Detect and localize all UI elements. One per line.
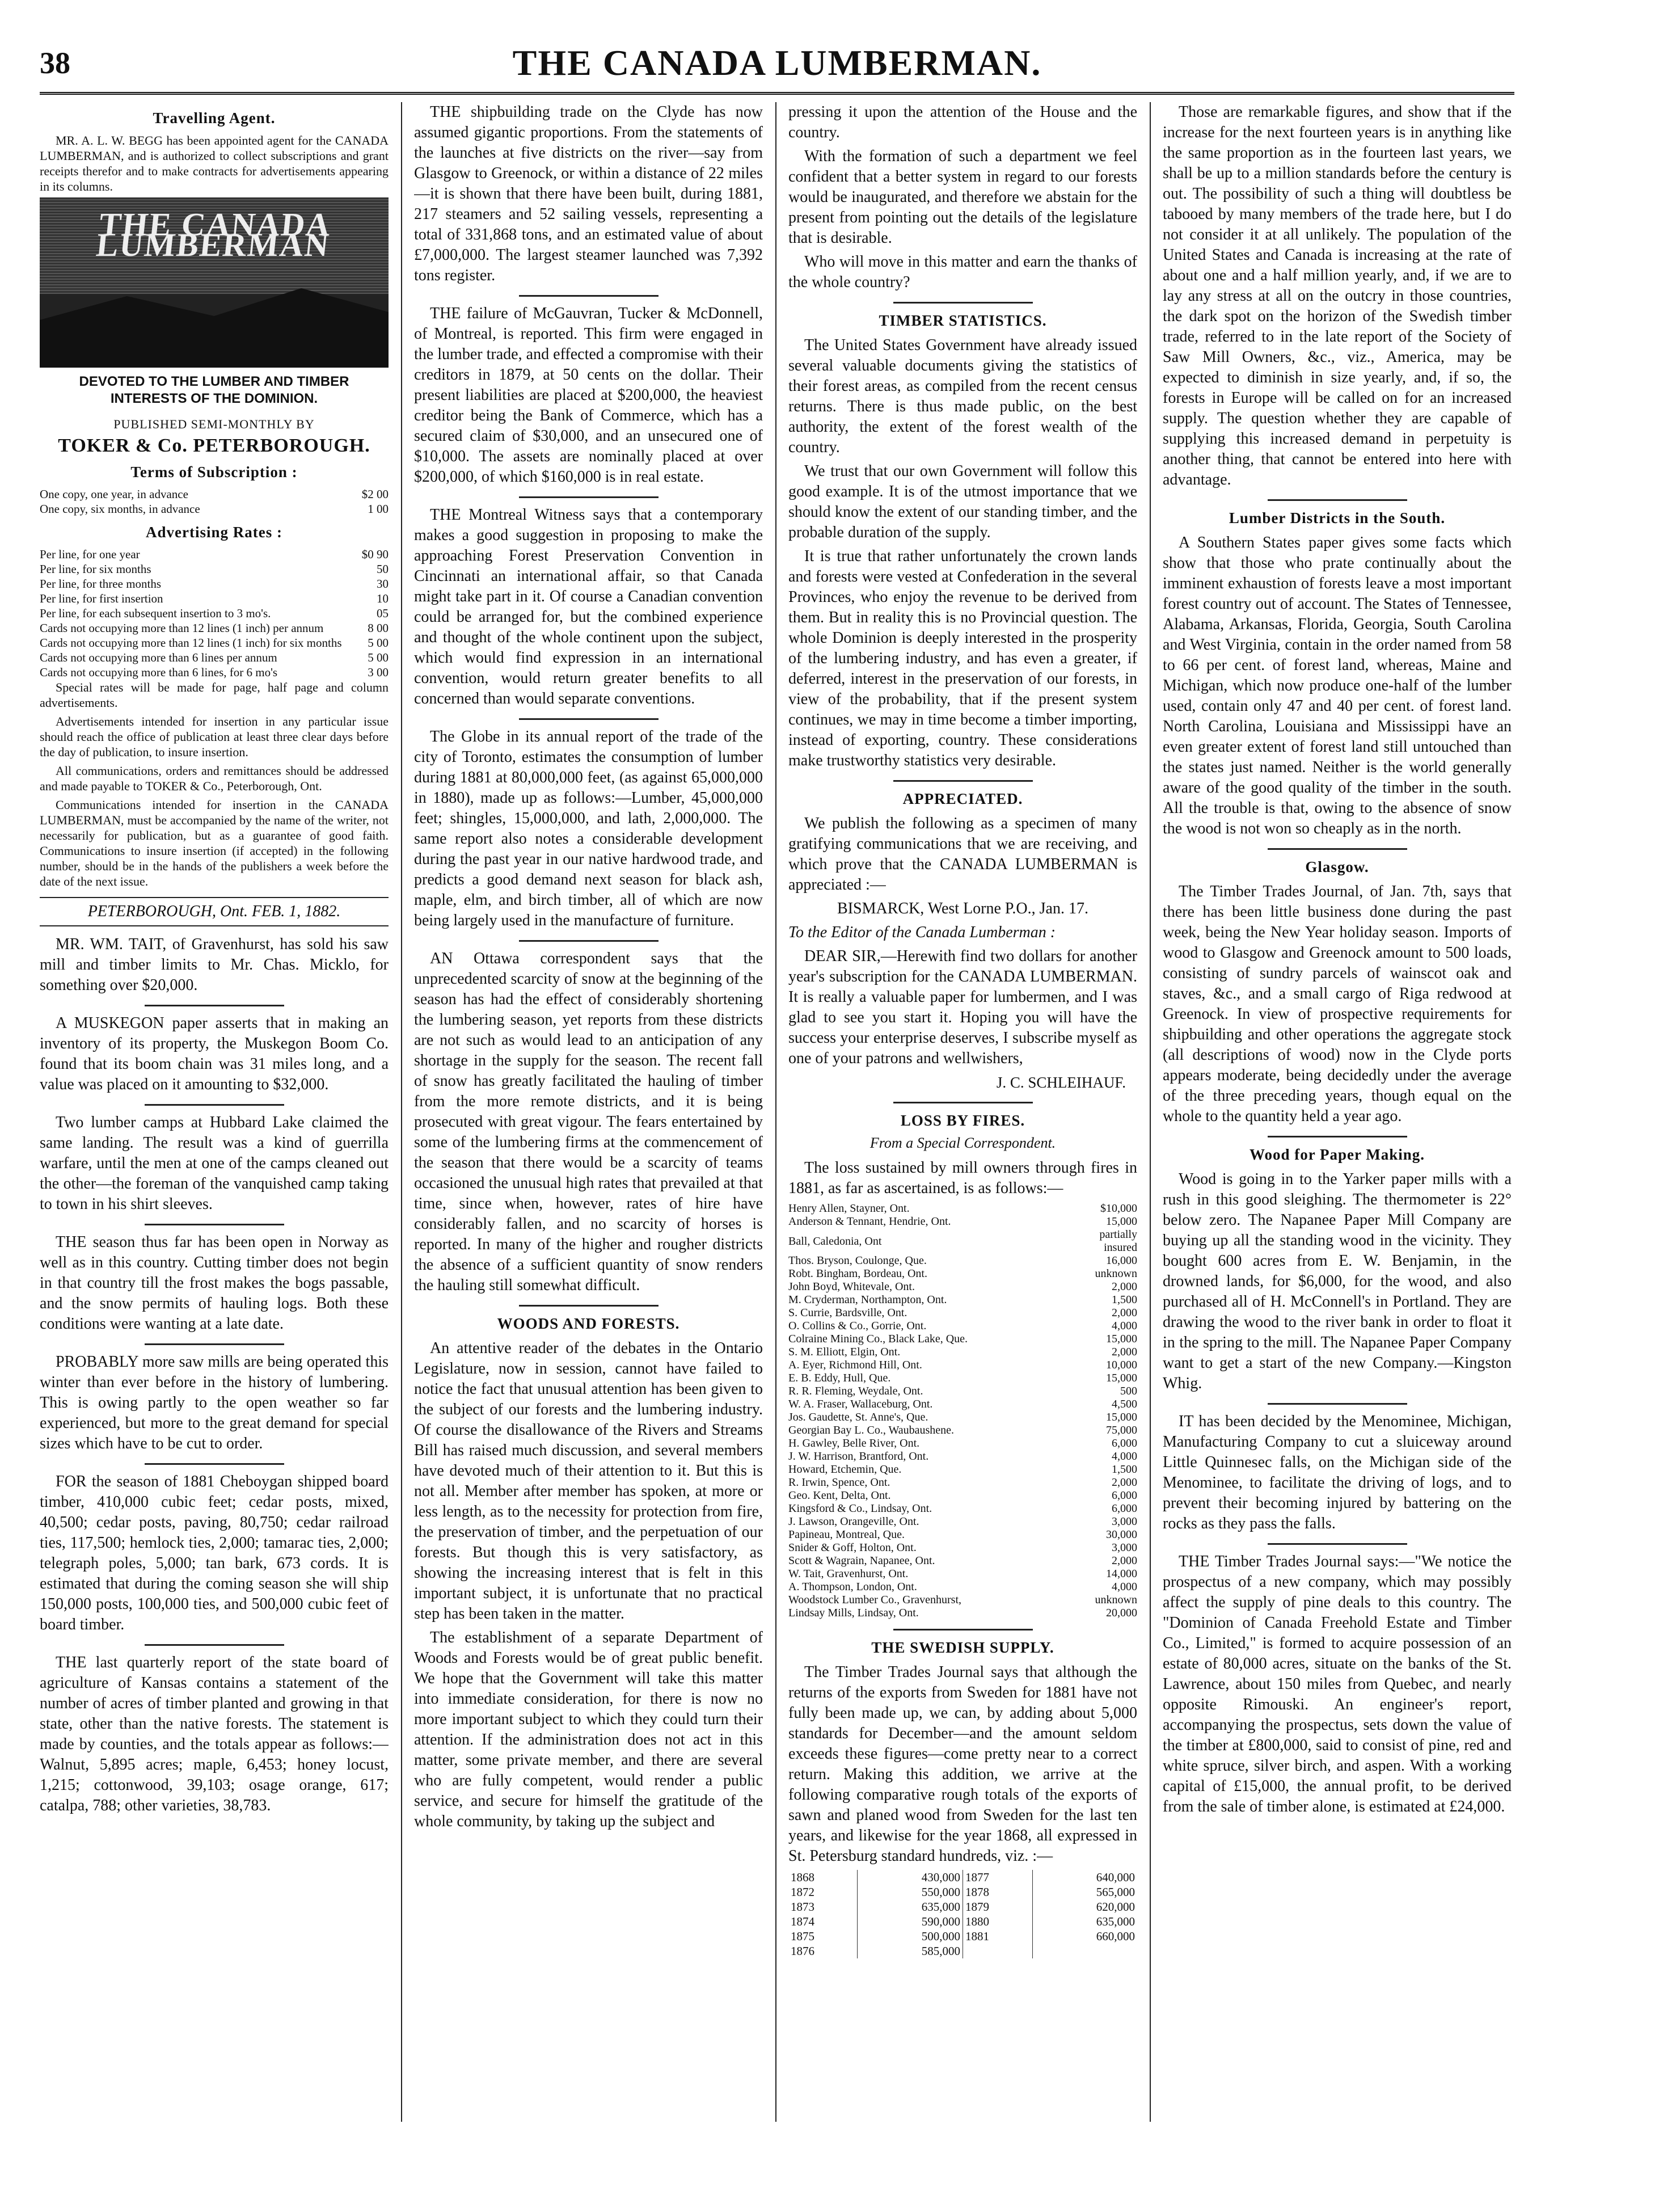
header-rule: [40, 92, 1514, 95]
article-paragraph: The loss sustained by mill owners through fires in 1881, as far as ascertained, is as follows:—: [788, 1159, 1137, 1197]
table-row: Howard, Etchemin, Que. 1,500: [788, 1463, 1137, 1476]
article-paragraph: The Timber Trades Journal says that although the returns of the exports from Sweden for 1881 have not fully been made up, we can, by adding about 5,000 standards for December—and the amount seldom exceeds these figures—come pretty near to a correct return. Making this addition, we arrive at the following comparative rough totals of the exports of sawn and planed wood from Sweden for the last ten years, and likewise for the year 1868, all expressed in St. Petersburg standard hundreds, viz. :—: [788, 1663, 1137, 1865]
separator: [145, 1644, 284, 1646]
table-row: Anderson & Tennant, Hendrie, Ont. 15,000: [788, 1215, 1137, 1228]
letter-addressee: To the Editor of the Canada Lumberman :: [788, 924, 1056, 941]
terms-row: One copy, six months, in advance 1 00: [40, 502, 389, 516]
article-paragraph: pressing it upon the attention of the House and the country.: [788, 103, 1137, 141]
table-row: Kingsford & Co., Lindsay, Ont. 6,000: [788, 1502, 1137, 1515]
table-row: 1868 430,000 1877 640,000: [788, 1870, 1137, 1885]
notice: All communications, orders and remittances should be addressed and made payable to TOKER & Co., Peterborough, Ont.: [40, 764, 389, 793]
rate-row: Per line, for one year $0 90: [40, 547, 389, 561]
paper-making-heading: Wood for Paper Making.: [1249, 1146, 1425, 1163]
logo-text: THE CANADA LUMBERMAN: [94, 206, 334, 263]
table-row: Geo. Kent, Delta, Ont. 6,000: [788, 1489, 1137, 1502]
woods-forests-heading: WOODS AND FORESTS.: [497, 1315, 680, 1332]
news-item: PROBABLY more saw mills are being operated this winter than ever before in the history of lumbering. This is owing partly to the open weather so far experienced, but more to the great demand for special sizes which have to be cut to order.: [40, 1353, 389, 1452]
masthead-title: THE CANADA LUMBERMAN.: [512, 43, 1042, 83]
publisher-line: TOKER & Co. PETERBOROUGH.: [58, 435, 370, 456]
masthead-logo: [40, 197, 389, 368]
table-row: 1873 635,000 1879 620,000: [788, 1899, 1137, 1914]
separator: [145, 1463, 284, 1465]
news-item: THE last quarterly report of the state board of agriculture of Kansas contains a statement of the number of acres of timber planted and growing in that state, other than the native forests. The statement is made by counties, and the totals appear as follows:—Walnut, 5,895 acres; maple, 6,453; honey locust, 1,215; cottonwood, 39,103; osage orange, 617; catalpa, 788; other varieties, 38,783.: [40, 1654, 389, 1814]
travelling-agent-text: MR. A. L. W. BEGG has been appointed agent for the CANADA LUMBERMAN, and is authorized to collect subscriptions and grant receipts therefor and to make contracts for advertisements appearing in its columns.: [40, 133, 389, 193]
table-row: John Boyd, Whitevale, Ont. 2,000: [788, 1280, 1137, 1293]
table-row: 1875 500,000 1881 660,000: [788, 1929, 1137, 1944]
article-paragraph: The Timber Trades Journal, of Jan. 7th, says that there has been little business done during the past week, being the New Year holiday season. Imports of wood to Glasgow and Greenock amount to 500 loads, consisting of sundry parcels of wainscot oak and staves, &c., and a small cargo of Riga redwood at Greenock. In view of prospective requirements for shipbuilding and other operations the aggregate stock (all descriptions of wood) now in the Clyde ports appears moderate, being decidedly under the average of the three preceding years, though equal on the whole to the quantity held a year ago.: [1163, 883, 1512, 1125]
separator: [1268, 1403, 1407, 1405]
separator: [893, 1629, 1033, 1630]
article-paragraph: We publish the following as a specimen of many gratifying communications that we are receiving, and which prove that the CANADA LUMBERMAN is appreciated :—: [788, 815, 1137, 894]
column-3: [788, 102, 1137, 2133]
table-row: H. Gawley, Belle River, Ont. 6,000: [788, 1437, 1137, 1450]
column-divider: [401, 102, 402, 2122]
table-row: A. Eyer, Richmond Hill, Ont. 10,000: [788, 1359, 1137, 1371]
article-paragraph: The establishment of a separate Department of Woods and Forests would be of great public benefit. We hope that the Government will take this matter into immediate consideration, for there is now no more important subject to which they could turn their attention. If the administration does not act in this matter, some private member, and there are several who are fully competent, would render a public service, and secure for himself the gratitude of the whole community, by taking up the subject and: [414, 1629, 763, 1830]
page-number: 38: [40, 46, 70, 80]
table-row: S. Currie, Bardsville, Ont. 2,000: [788, 1307, 1137, 1319]
separator: [893, 302, 1033, 304]
article-paragraph: An attentive reader of the debates in the Ontario Legislature, now in session, cannot have failed to notice the fact that unusual attention has been given to the subject of our forests and the lumbering industry. Of course the disallowance of the Rivers and Streams Bill has raised much discussion, and several members have devoted much of their attention to it. But this is not all. Member after member has spoken, at more or less length, as to the necessity for protection from fire, the preservation of timber, and the perpetuation of our forests. But though this is very satisfactory, as showing the increasing interest that is felt in this important subject, it is unfortunate that no practical step has been taken in the matter.: [414, 1339, 763, 1623]
separator: [145, 1104, 284, 1106]
swedish-exports-table: [788, 1870, 1137, 1958]
table-row: W. A. Fraser, Wallaceburg, Ont. 4,500: [788, 1398, 1137, 1410]
notice: Advertisements intended for insertion in any particular issue should reach the office of publication at least three clear days before the day of publication, to insure insertion.: [40, 714, 389, 759]
rate-row: Cards not occupying more than 12 lines (1 inch) per annum 8 00: [40, 621, 389, 635]
table-row: Robt. Bingham, Bordeau, Ont. unknown: [788, 1267, 1137, 1280]
rates-list: [40, 547, 389, 680]
table-row: Woodstock Lumber Co., Gravenhurst, unknown: [788, 1594, 1137, 1606]
article-paragraph: A Southern States paper gives some facts which show that those who prate continually about the imminent exhaustion of forests leave a most important forest country out of account. The States of Tennessee, Alabama, Arkansas, Florida, Georgia, South Carolina and West Virginia, contain in the order named from 58 to 66 per cent. of forest land, whereas, Maine and Michigan, which now produce one-half of the lumber used, contain only 47 and 40 per cent. of forest land. North Carolina, Louisiana and Mississippi have an even greater extent of forest land still untouched than the states just named. Neither is the world generally aware of the good quality of the timber in the south. All the trouble is that, owing to the absence of snow the wood is not won so cheaply as in the north.: [1163, 534, 1512, 837]
news-item: IT has been decided by the Menominee, Michigan, Manufacturing Company to cut a sluiceway around Little Quinnesec falls, on the Michigan side of the Menominee, to facilitate the driving of logs, and to prevent their becoming injured by battering on the rocks as they pass the falls.: [1163, 1413, 1512, 1532]
news-item: MR. WM. TAIT, of Gravenhurst, has sold his saw mill and timber limits to Mr. Chas. Micklo, for something over $20,000.: [40, 936, 389, 994]
table-row: Jos. Gaudette, St. Anne's, Que. 15,000: [788, 1411, 1137, 1423]
loss-by-fires-subheading: From a Special Correspondent.: [869, 1135, 1056, 1151]
notice: Special rates will be made for page, half page and column advertisements.: [40, 680, 389, 710]
separator: [1268, 848, 1407, 850]
article-paragraph: The United States Government have already issued several valuable documents giving the statistics of their forest areas, as compiled from the recent census returns. There is thus made public, on the best authority, the extent of the forest wealth of the country.: [788, 336, 1137, 456]
table-row: M. Cryderman, Northampton, Ont. 1,500: [788, 1293, 1137, 1306]
news-item: THE Montreal Witness says that a contemporary makes a good suggestion in proposing to make the approaching Forest Preservation Convention in Cincinnati an international affair, so that Canada might take part in it. Of course a Canadian convention could be arranged for, but the combined experience and thought of the whole continent upon the subject, which would find expression in an international convention, would return greater benefits to all concerned than would separate conventions.: [414, 506, 763, 707]
table-row: 1872 550,000 1878 565,000: [788, 1885, 1137, 1899]
article-paragraph: Those are remarkable figures, and show that if the increase for the next fourteen years is in anything like the same proportion as in the fourteen last years, we shall be up to a million standards before the century is out. The possibility of such a thing will doubtless be tabooed by many members of the trade here, but I do not consider it at all unlikely. The population of the United States and Canada is increasing at the rate of about one and a half million yearly, and, if we are to lay any stress at all on the outcry in those countries, the dark spot on the horizon of the Swedish timber trade, referred to in the late report of the Society of Saw Mill Owners, &c., viz., America, may be expected to diminish in size yearly, and, if so, the forests in Europe will be called on for an increased supply. The question whether they are capable of supplying this increased demand in perpetuity is another thing, that cannot be entered into here with advantage.: [1163, 103, 1512, 488]
rate-row: Cards not occupying more than 6 lines, for 6 mo's 3 00: [40, 665, 389, 679]
rate-row: Per line, for each subsequent insertion to 3 mo's. 05: [40, 606, 389, 620]
rate-row: Per line, for first insertion 10: [40, 592, 389, 605]
page-header: [40, 40, 1514, 91]
appreciated-heading: APPRECIATED.: [902, 790, 1023, 807]
separator: [519, 1305, 659, 1307]
column-4: [1163, 102, 1512, 2133]
table-row: Papineau, Montreal, Que. 30,000: [788, 1528, 1137, 1541]
news-item: A MUSKEGON paper asserts that in making an inventory of its property, the Muskegon Boom Co. found that its boom chain was 31 miles long, and a value was placed on it amounting to $32,000.: [40, 1014, 389, 1093]
table-row: Lindsay Mills, Lindsay, Ont. 20,000: [788, 1607, 1137, 1619]
separator: [1268, 499, 1407, 501]
terms-list: [40, 487, 389, 516]
news-item: FOR the season of 1881 Cheboygan shipped board timber, 410,000 cubic feet; cedar posts, mixed, 40,500; cedar posts, paving, 80,750; cedar railroad ties, 117,500; hemlock ties, 2,000; tamarac ties, 2,000; telegraph poles, 5,000; tan bark, 673 cords. It is estimated that during the coming season she will ship 150,000 posts, 100,000 ties, and 500,000 cubic feet of board timber.: [40, 1473, 389, 1633]
letter-body: DEAR SIR,—Herewith find two dollars for another year's subscription for the CANADA LUMBERMAN. It is really a valuable paper for lumbermen, and I was glad to see you start it. Hoping you will have the success your enterprise deserves, I subscribe myself as one of your patrons and wellwishers,: [788, 947, 1137, 1067]
separator: [893, 780, 1033, 782]
table-row: J. W. Harrison, Brantford, Ont. 4,000: [788, 1450, 1137, 1463]
separator: [519, 718, 659, 720]
fires-table: [788, 1202, 1137, 1620]
article-paragraph: Who will move in this matter and earn the thanks of the whole country?: [788, 253, 1137, 291]
separator: [145, 1343, 284, 1345]
table-row: 1876 585,000: [788, 1944, 1137, 1958]
published-line: PUBLISHED SEMI-MONTHLY BY: [113, 417, 315, 431]
rate-row: Cards not occupying more than 6 lines per annum 5 00: [40, 651, 389, 664]
separator: [519, 940, 659, 942]
table-row: Henry Allen, Stayner, Ont. $10,000: [788, 1202, 1137, 1215]
table-row: S. M. Elliott, Elgin, Ont. 2,000: [788, 1346, 1137, 1358]
terms-heading: Terms of Subscription :: [130, 464, 298, 481]
rate-row: Cards not occupying more than 12 lines (1 inch) for six months 5 00: [40, 636, 389, 650]
separator: [145, 1005, 284, 1006]
article-paragraph: Wood is going in to the Yarker paper mills with a rush in this good sleighing. The thermometer is 22° below zero. The Napanee Paper Mill Company are buying up all the standing wood in the vicinity. They bought 600 acres from E. W. Benjamin, in the drowned lands, for $6,000, for the wood, and also purchased all of H. McConnell's in Portland. They are drawing the wood to the river bank in order to float it in the spring to the mill. The Napanee Paper Company want to get a start of the new Company.—Kingston Whig.: [1163, 1170, 1512, 1392]
news-item: Two lumber camps at Hubbard Lake claimed the same landing. The result was a kind of guerrilla warfare, until the men at one of the camps cleaned out the other—the foreman of the vanquished camp taking to town in his shirt sleeves.: [40, 1114, 389, 1213]
loss-by-fires-heading: LOSS BY FIRES.: [900, 1112, 1025, 1129]
table-row: J. Lawson, Orangeville, Ont. 3,000: [788, 1515, 1137, 1528]
timber-statistics-heading: TIMBER STATISTICS.: [879, 312, 1047, 329]
glasgow-heading: Glasgow.: [1305, 858, 1369, 875]
news-item: THE shipbuilding trade on the Clyde has now assumed gigantic proportions. From the statements of the launches at five districts on the river—say from Glasgow to Greenock, or within a distance of 22 miles—it is shown that there have been built, during 1881, 217 steamers and 52 sailing vessels, representing a total of 331,868 tons, and an estimated value of about £7,000,000. The largest steamer launched was 7,392 tons register.: [414, 103, 763, 284]
table-row: R. Irwin, Spence, Ont. 2,000: [788, 1476, 1137, 1489]
separator: [1268, 1543, 1407, 1545]
table-row: Georgian Bay L. Co., Waubaushene. 75,000: [788, 1424, 1137, 1436]
column-divider: [1150, 102, 1151, 2122]
column-2: [414, 102, 763, 2133]
table-row: O. Collins & Co., Gorrie, Ont. 4,000: [788, 1320, 1137, 1332]
swedish-supply-heading: THE SWEDISH SUPPLY.: [871, 1639, 1054, 1656]
news-item: THE season thus far has been open in Norway as well as in this country. Cutting timber does not begin in that country till the frost makes the bogs passable, and the snow permits of hauling logs. Both these conditions were wanting at a late date.: [40, 1233, 389, 1333]
dateline: PETERBOROUGH, Ont. FEB. 1, 1882.: [40, 897, 389, 926]
column-1: [40, 102, 389, 2133]
table-row: Colraine Mining Co., Black Lake, Que. 15,000: [788, 1333, 1137, 1345]
notice: Communications intended for insertion in the CANADA LUMBERMAN, must be accompanied by the name of the writer, not necessarily for publication, but as a guarantee of good faith. Communications to insure insertion (if accepted) in the following number, should be in the hands of the publishers a week before the date of the next issue.: [40, 798, 389, 888]
rates-heading: Advertising Rates :: [146, 524, 282, 541]
table-row: E. B. Eddy, Hull, Que. 15,000: [788, 1372, 1137, 1384]
news-item: The Globe in its annual report of the trade of the city of Toronto, estimates the consumption of lumber during 1881 at 80,000,000 feet, (as against 65,000,000 in 1880), made up as follows:—Lumber, 45,000,000 feet; shingles, 15,000,000, and lath, 2,000,000. The same report also notes a considerable development during the past year in our native hardwood trade, and predicts a good demand next season for black ash, maple, elm, and birch timber, all of which are now being largely used in the manufacture of furniture.: [414, 728, 763, 929]
lumber-south-heading: Lumber Districts in the South.: [1229, 509, 1446, 526]
table-row: 1874 590,000 1880 635,000: [788, 1914, 1137, 1929]
newspaper-page: [40, 40, 1514, 2150]
terms-row: One copy, one year, in advance $2 00: [40, 487, 389, 501]
table-row: Ball, Caledonia, Ont partially insured: [788, 1228, 1137, 1254]
table-row: Scott & Wagrain, Napanee, Ont. 2,000: [788, 1554, 1137, 1567]
article-paragraph: With the formation of such a department we feel confident that a better system in regard to our forests would be inaugurated, and therefore we abstain for the present from pointing out the details of the legislature that is desirable.: [788, 148, 1137, 247]
table-row: Thos. Bryson, Coulonge, Que. 16,000: [788, 1254, 1137, 1267]
news-item: AN Ottawa correspondent says that the unprecedented scarcity of snow at the beginning of the season has had the effect of considerably shortening the lumbering season, yet reports from these districts are not such as would lead to an anticipation of any shortage in the supply for the season. The recent fall of snow has greatly facilitated the hauling of timber from the more remote districts, and it is being prosecuted with great vigour. The fears entertained by some of the lumbering firms at the commencement of the season that there would be a scarcity of teams occasioned the unusual high rates that prevailed at that time, since when, however, rates of hire have considerably fallen, and no scarcity of horses is reported. In many of the higher and rougher districts the absence of a sufficient quantity of snow renders the hauling still somewhat difficult.: [414, 950, 763, 1294]
table-row: Snider & Goff, Holton, Ont. 3,000: [788, 1541, 1137, 1554]
separator: [519, 295, 659, 297]
column-divider: [775, 102, 776, 2122]
article-paragraph: We trust that our own Government will follow this good example. It is of the utmost importance that we should know the extent of our standing timber, and the probable duration of the supply.: [788, 462, 1137, 541]
article-paragraph: It is true that rather unfortunately the crown lands and forests were vested at Confederation in the several Provinces, who enjoy the revenue to be derived from them. But in reality this is no Provincial question. The whole Dominion is deeply interested in the prosperity of the lumbering industry, and has even a greater, if deferred, interest in the preservation of our forests, in view of the probability, that if the present system continues, we may in time become a timber importing, instead of exporting, country. These considerations make trustworthy statistics very desirable.: [788, 547, 1137, 769]
table-row: A. Thompson, London, Ont. 4,000: [788, 1581, 1137, 1593]
news-item: THE failure of McGauvran, Tucker & McDonnell, of Montreal, is reported. This firm were engaged in the lumber trade, and effected a compromise with their creditors in 1879, at 50 cents on the dollar. Their present liabilities are placed at $200,000, the heaviest creditor being the Bank of Commerce, which has a secured claim of $30,000, and an unsecured one of $10,000. The assets are nominally placed at over $200,000, of which $160,000 is in real estate.: [414, 305, 763, 486]
separator: [145, 1224, 284, 1225]
separator: [893, 1102, 1033, 1103]
rate-row: Per line, for six months 50: [40, 562, 389, 576]
tagline: DEVOTED TO THE LUMBER AND TIMBER INTERESTS OF THE DOMINION.: [79, 374, 349, 406]
news-item: THE Timber Trades Journal says:—"We notice the prospectus of a new company, which may possibly affect the supply of pine deals to this country. The "Dominion of Canada Freehold Estate and Timber Co., Limited," is formed to acquire possession of an estate of 80,000 acres, situate on the banks of the St. Lawrence, about 150 miles from Quebec, and nearly opposite Rimouski. An engineer's report, accompanying the prospectus, sets down the value of the timber at £800,000, said to consist of pine, red and white spruce, silver birch, and aspen. With a working capital of £15,000, the annual profit, to be derived from the sale of timber alone, is estimated at £24,000.: [1163, 1553, 1512, 1815]
rate-row: Per line, for three months 30: [40, 577, 389, 591]
table-row: R. R. Fleming, Weydale, Ont. 500: [788, 1385, 1137, 1397]
letter-place: BISMARCK, West Lorne P.O., Jan. 17.: [837, 900, 1088, 917]
separator: [519, 496, 659, 498]
travelling-agent-heading: Travelling Agent.: [153, 109, 276, 127]
table-row: W. Tait, Gravenhurst, Ont. 14,000: [788, 1568, 1137, 1580]
separator: [1268, 1136, 1407, 1137]
letter-signature: J. C. SCHLEIHAUF.: [996, 1074, 1126, 1091]
